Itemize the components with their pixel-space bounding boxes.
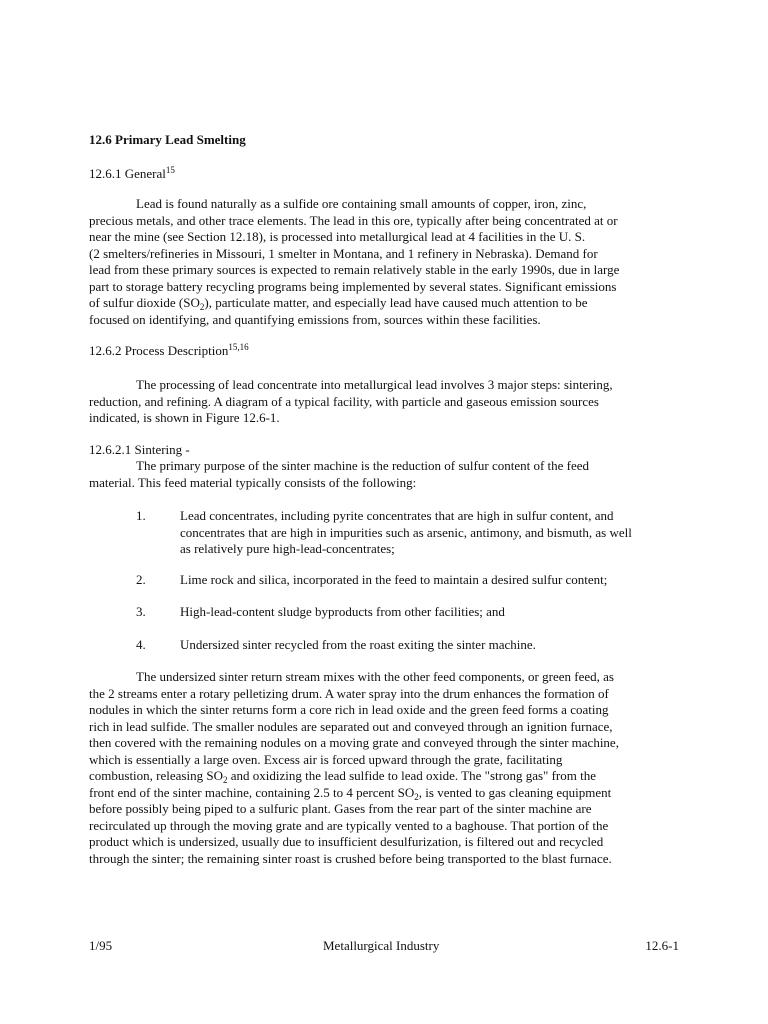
text-line: part to storage battery recycling programs being implemented by several states. Significant emissions	[89, 278, 617, 294]
text-line: The processing of lead concentrate into metallurgical lead involves 3 major steps: sintering,	[136, 377, 613, 392]
list-text	[180, 604, 669, 621]
text-line-so2: of sulfur dioxide $(SO_2)$, particulate matter, and especially lead have caused much attention to be	[89, 295, 588, 312]
text-line: the 2 streams enter a rotary pelletizing drum. A water spray into the drum enhances the formation of	[89, 685, 609, 701]
footer-title: Metallurgical Industry	[323, 938, 440, 953]
page-footer	[89, 938, 679, 956]
section-title: 12.6 Primary Lead Smelting	[89, 132, 246, 147]
list-number: 2.	[136, 572, 146, 587]
text-line: concentrates that are high in impurities such as arsenic, antimony, and bismuth, as well	[180, 524, 632, 540]
text-line: near the mine (see Section 12.18), is processed into metallurgical lead at 4 facilities in the U. S.	[89, 229, 586, 244]
text-line: (2 smelters/refineries in Missouri, 1 smelter in Montana, and 1 refinery in Nebraska). Demand for	[89, 245, 598, 261]
process-heading-text: 12.6.2 Process Description	[89, 343, 229, 358]
text-line-so2: front end of the sinter machine, containing 2.5 to 4 percent $SO_2$, is vented to gas cleaning equipment	[89, 784, 612, 802]
process-heading	[89, 343, 249, 360]
general-paragraph	[89, 196, 669, 328]
list-number: 3.	[136, 604, 146, 619]
process-paragraph	[89, 377, 669, 427]
text-line: Lead concentrates, including pyrite concentrates that are high in sulfur content, and	[180, 508, 614, 523]
sintering-heading: 12.6.2.1 Sintering -	[89, 442, 190, 457]
general-heading-ref: 15	[165, 165, 175, 175]
text-line: product which is undersized, usually due to insufficient desulfurization, is filtered out and recycled	[89, 834, 604, 849]
text-line-so2: combustion, releasing $SO_2$ and oxidizing the lead sulfide to lead oxide. The "strong gas" from the	[89, 768, 596, 785]
text-line: reduction, and refining. A diagram of a typical facility, with particle and gaseous emission sources	[89, 393, 599, 409]
text-line: indicated, is shown in Figure 12.6-1.	[89, 410, 280, 425]
text-line: The primary purpose of the sinter machine is the reduction of sulfur content of the feed	[136, 458, 590, 473]
text-line: Lead is found naturally as a sulfide ore containing small amounts of copper, iron, zinc,	[136, 196, 587, 211]
text-line: which is essentially a large oven. Excess air is forced upward through the grate, facilitating	[89, 751, 563, 767]
text-line: nodules in which the sinter returns form a core rich in lead oxide and the green feed forms a coating	[89, 702, 609, 717]
text-line: recirculated up through the moving grate and are typically vented to a baghouse. That portion of the	[89, 817, 609, 833]
footer-page-number: 12.6-1	[645, 938, 679, 953]
footer-date: 1/95	[89, 938, 113, 953]
text-line: focused on identifying, and quantifying emissions from, sources within these facilities.	[89, 311, 541, 327]
text-line: as relatively pure high-lead-concentrates;	[180, 541, 395, 556]
sintering-intro	[89, 458, 669, 491]
text-line: Lime rock and silica, incorporated in the feed to maintain a desired sulfur content;	[180, 572, 608, 587]
text-line: rich in lead sulfide. The smaller nodules are separated out and conveyed through an ignition furnace,	[89, 718, 613, 734]
process-heading-ref: 15,16	[228, 342, 249, 352]
text-line: then covered with the remaining nodules on a moving grate and conveyed through the sinter machine,	[89, 735, 619, 750]
sintering-paragraph	[89, 669, 669, 867]
general-heading-text: 12.6.1 General	[89, 166, 166, 181]
list-text	[180, 508, 669, 558]
list-text	[180, 572, 669, 589]
list-text	[180, 637, 669, 654]
text-line: precious metals, and other trace elements. The lead in this ore, typically after being concentrated at or	[89, 212, 618, 228]
text-line: The undersized sinter return stream mixes with the other feed components, or green feed, as	[136, 669, 614, 684]
text-line: Undersized sinter recycled from the roast exiting the sinter machine.	[180, 637, 536, 652]
text-line: through the sinter; the remaining sinter roast is crushed before being transported to the blast furnace.	[89, 850, 612, 866]
list-number: 4.	[136, 637, 146, 652]
text-line: High-lead-content sludge byproducts from other facilities; and	[180, 604, 505, 619]
text-line: material. This feed material typically consists of the following:	[89, 474, 417, 490]
general-heading	[89, 166, 175, 183]
text-line: lead from these primary sources is expected to remain relatively stable in the early 1990s, due in large	[89, 262, 620, 277]
text-line: before possibly being piped to a sulfuric plant. Gases from the rear part of the sinter machine are	[89, 801, 592, 816]
list-number: 1.	[136, 508, 146, 523]
